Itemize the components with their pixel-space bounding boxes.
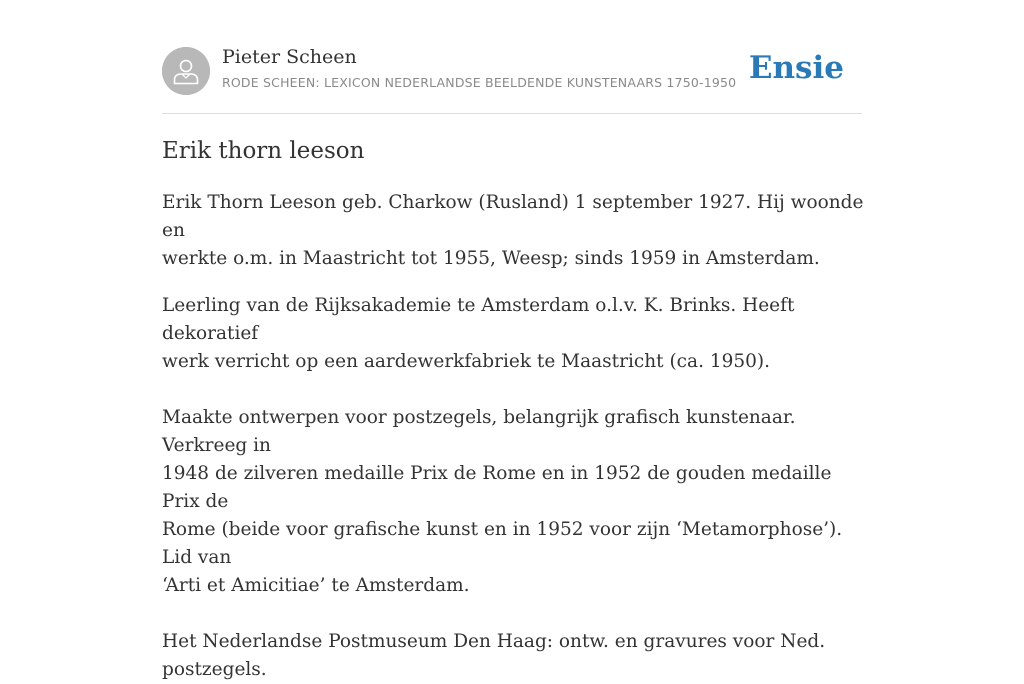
article-header xyxy=(162,46,862,114)
source-title[interactable]: RODE SCHEEN: LEXICON NEDERLANDSE BEELDENDE KUNSTENAARS 1750-1950 xyxy=(222,75,737,90)
paragraph-career: Leerling van de Rijksakademie te Amsterdam o.l.v. K. Brinks. Heeft dekoratief werk verricht op een aardewerkfabriek te Maastricht (ca. 1950). Maakte ontwerpen voor postzegels, belangrijk grafisch kunstenaar. Verkreeg in 1948 de zilveren medaille Prix de Rome en in 1952 de gouden medaille Prix de Rome (beide voor grafische kunst en in 1952 voor zijn ‘Metamorphose’). Lid van ‘Arti et Amicitiae’ te Amsterdam. Het Nederlandse Postmuseum Den Haag: ontw. en gravures voor Ned. postzegels. xyxy=(162,295,843,680)
author-avatar[interactable] xyxy=(162,47,210,95)
author-name[interactable]: Pieter Scheen xyxy=(222,46,357,68)
ensie-logo[interactable]: Ensie xyxy=(748,50,844,86)
paragraph-biography: Erik Thorn Leeson geb. Charkow (Rusland) 1 september 1927. Hij woonde en werkte o.m. in Maastricht tot 1955, Weesp; sinds 1959 in Amsterdam. xyxy=(162,192,864,269)
user-icon xyxy=(162,47,210,95)
article-body xyxy=(162,189,872,684)
article-title: Erik thorn leeson xyxy=(162,138,365,164)
